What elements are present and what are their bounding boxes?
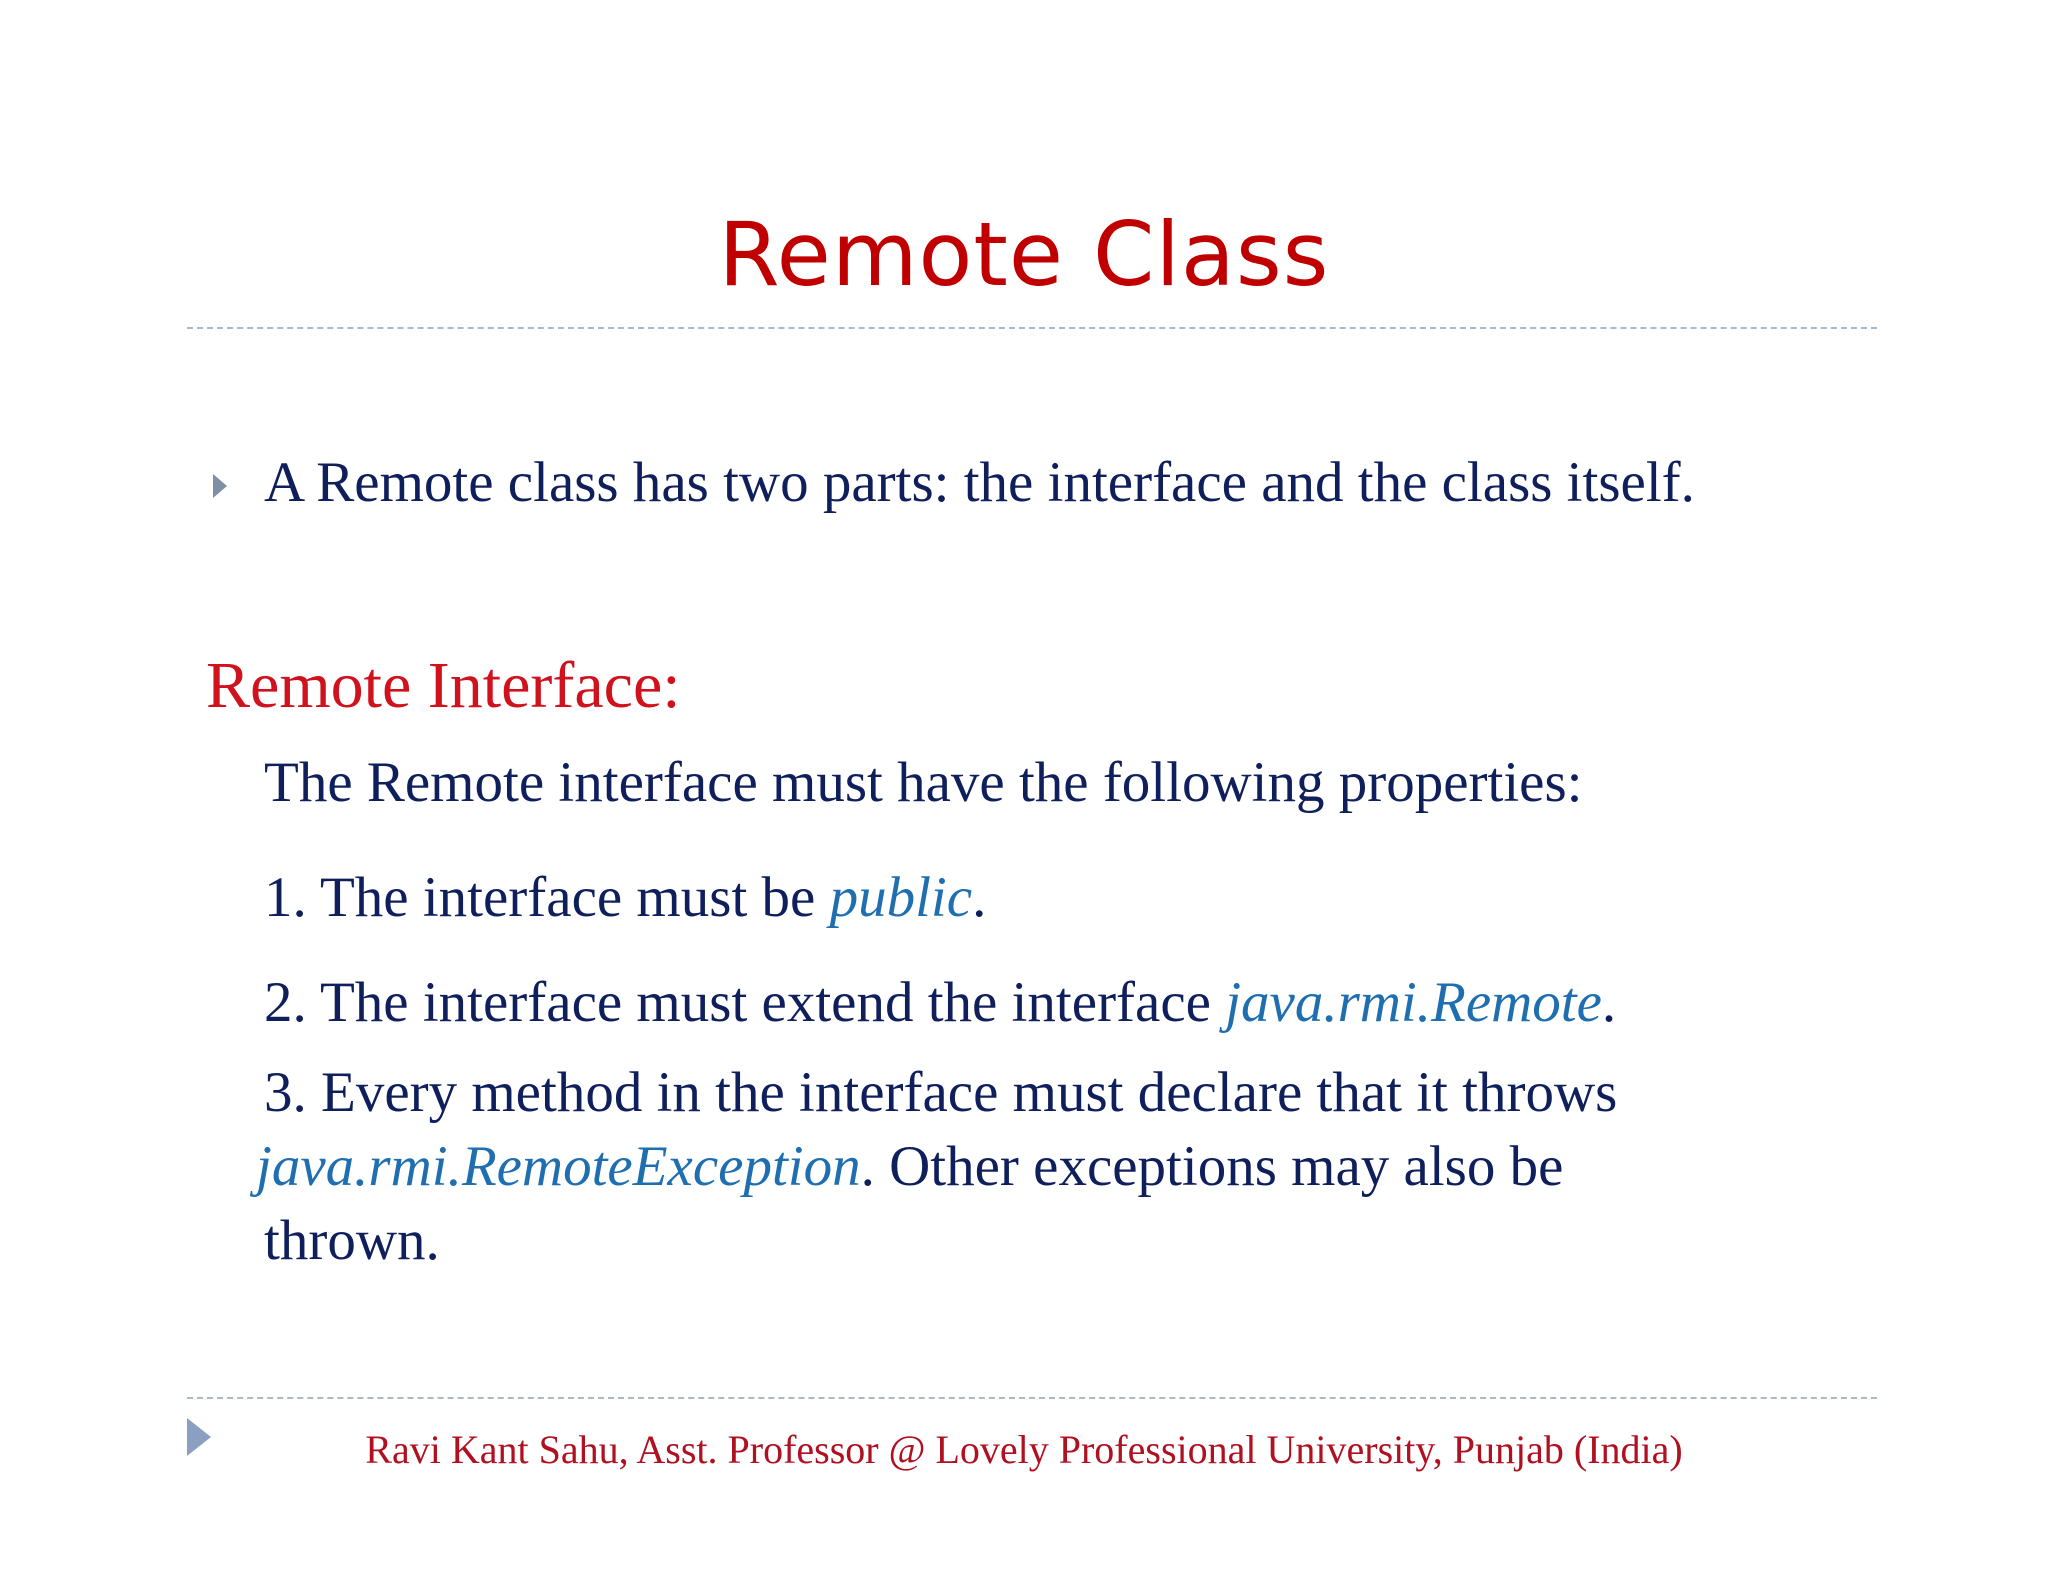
property-item-1-text: 1. The interface must be xyxy=(264,866,830,929)
footer-divider xyxy=(187,1397,1877,1399)
property-item-3 xyxy=(256,1056,1824,1278)
property-item-1-code: public xyxy=(829,866,973,929)
bullet-arrow-icon xyxy=(213,474,227,498)
property-item-3-line-2-suffix: . Other exceptions may also be xyxy=(860,1135,1564,1198)
property-item-1-suffix: . xyxy=(972,866,987,929)
property-item-2-text: 2. The interface must extend the interface xyxy=(264,971,1226,1034)
property-item-3-line-1: 3. Every method in the interface must declare that it throws xyxy=(264,1061,1618,1124)
property-item-2-suffix: . xyxy=(1601,971,1617,1034)
property-item-2 xyxy=(264,966,1616,1040)
footer-credit: Ravi Kant Sahu, Asst. Professor @ Lovely Professional University, Punjab (India) xyxy=(365,1427,1683,1472)
title-divider xyxy=(187,327,1877,329)
property-item-3-code: java.rmi.RemoteException xyxy=(256,1135,861,1198)
section-heading: Remote Interface: xyxy=(206,649,681,722)
property-item-3-line-3: thrown. xyxy=(264,1209,440,1272)
intro-text: The Remote interface must have the following properties: xyxy=(264,751,1583,814)
bullet-text: A Remote class has two parts: the interface and the class itself. xyxy=(264,451,1695,514)
property-item-1 xyxy=(264,861,986,935)
property-item-3-line-2 xyxy=(256,1130,1824,1204)
slide-title: Remote Class xyxy=(718,203,1330,306)
property-item-2-code: java.rmi.Remote xyxy=(1225,971,1602,1034)
